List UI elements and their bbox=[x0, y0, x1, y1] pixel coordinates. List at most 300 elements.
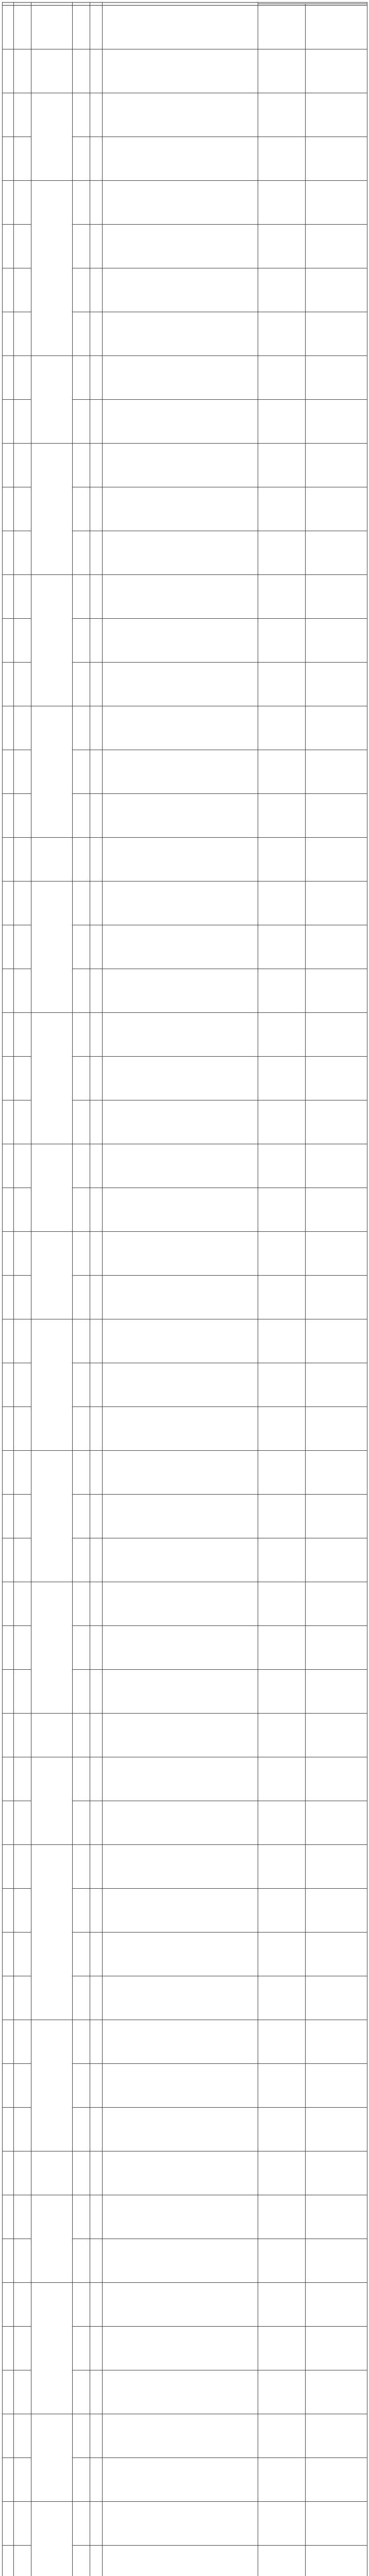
cell-seq bbox=[3, 93, 14, 137]
cell-email bbox=[306, 356, 367, 400]
cell-major bbox=[31, 2502, 73, 2576]
cell-requirements bbox=[103, 137, 258, 181]
cell-email bbox=[306, 1495, 367, 1538]
cell-major-category bbox=[14, 706, 31, 750]
cell-phone bbox=[258, 1582, 306, 1626]
cell-count bbox=[90, 1013, 103, 1057]
cell-seq bbox=[3, 969, 14, 1013]
cell-seq bbox=[3, 181, 14, 225]
cell-count bbox=[90, 225, 103, 268]
cell-count bbox=[90, 2195, 103, 2239]
cell-degree bbox=[73, 2108, 90, 2151]
cell-count bbox=[90, 1714, 103, 1757]
cell-major-category bbox=[14, 531, 31, 575]
cell-degree bbox=[73, 444, 90, 487]
cell-major-category bbox=[14, 1451, 31, 1495]
cell-major-category bbox=[14, 2020, 31, 2064]
table-row bbox=[3, 1232, 367, 1276]
cell-email bbox=[306, 925, 367, 969]
cell-phone bbox=[258, 1013, 306, 1057]
cell-major-category bbox=[14, 1801, 31, 1845]
cell-seq bbox=[3, 575, 14, 619]
cell-phone bbox=[258, 1363, 306, 1407]
cell-major-category bbox=[14, 2502, 31, 2546]
cell-major-category bbox=[14, 619, 31, 663]
cell-seq bbox=[3, 2239, 14, 2283]
cell-count bbox=[90, 2370, 103, 2414]
cell-requirements bbox=[103, 2020, 258, 2064]
cell-phone bbox=[258, 400, 306, 444]
cell-requirements bbox=[103, 925, 258, 969]
cell-phone bbox=[258, 882, 306, 925]
cell-degree bbox=[73, 1845, 90, 1889]
cell-phone bbox=[258, 706, 306, 750]
cell-major bbox=[31, 1451, 73, 1582]
cell-email bbox=[306, 2458, 367, 2502]
cell-seq bbox=[3, 706, 14, 750]
cell-major bbox=[31, 1013, 73, 1144]
cell-major bbox=[31, 2283, 73, 2414]
cell-seq bbox=[3, 1889, 14, 1933]
cell-degree bbox=[73, 794, 90, 838]
cell-major-category bbox=[14, 2370, 31, 2414]
cell-seq bbox=[3, 794, 14, 838]
cell-major bbox=[31, 444, 73, 575]
cell-major-category bbox=[14, 2458, 31, 2502]
cell-phone bbox=[258, 1670, 306, 1714]
cell-count bbox=[90, 2283, 103, 2327]
cell-count bbox=[90, 1319, 103, 1363]
cell-count bbox=[90, 1845, 103, 1889]
cell-requirements bbox=[103, 1319, 258, 1363]
cell-count bbox=[90, 2108, 103, 2151]
cell-count bbox=[90, 794, 103, 838]
cell-seq bbox=[3, 2546, 14, 2576]
cell-seq bbox=[3, 1670, 14, 1714]
cell-count bbox=[90, 2414, 103, 2458]
cell-count bbox=[90, 487, 103, 531]
cell-email bbox=[306, 882, 367, 925]
cell-major-category bbox=[14, 1582, 31, 1626]
cell-seq bbox=[3, 1057, 14, 1100]
cell-requirements bbox=[103, 531, 258, 575]
cell-email bbox=[306, 2502, 367, 2546]
cell-degree bbox=[73, 225, 90, 268]
cell-requirements bbox=[103, 1933, 258, 1976]
cell-major-category bbox=[14, 794, 31, 838]
cell-degree bbox=[73, 2195, 90, 2239]
cell-count bbox=[90, 1801, 103, 1845]
cell-phone bbox=[258, 575, 306, 619]
cell-seq bbox=[3, 2108, 14, 2151]
table-row bbox=[3, 1013, 367, 1057]
cell-phone bbox=[258, 181, 306, 225]
cell-count bbox=[90, 1407, 103, 1451]
cell-phone bbox=[258, 2414, 306, 2458]
cell-email bbox=[306, 1319, 367, 1363]
cell-phone bbox=[258, 619, 306, 663]
cell-requirements bbox=[103, 400, 258, 444]
cell-degree bbox=[73, 882, 90, 925]
cell-requirements bbox=[103, 6, 258, 49]
table-row bbox=[3, 575, 367, 619]
cell-email bbox=[306, 1451, 367, 1495]
cell-email bbox=[306, 2327, 367, 2370]
cell-major-category bbox=[14, 6, 31, 49]
cell-count bbox=[90, 2239, 103, 2283]
cell-email bbox=[306, 1100, 367, 1144]
cell-email bbox=[306, 1845, 367, 1889]
cell-degree bbox=[73, 1057, 90, 1100]
cell-major-category bbox=[14, 1976, 31, 2020]
cell-seq bbox=[3, 663, 14, 706]
cell-requirements bbox=[103, 2327, 258, 2370]
table-row bbox=[3, 181, 367, 225]
cell-degree bbox=[73, 2064, 90, 2108]
cell-requirements bbox=[103, 1626, 258, 1670]
cell-seq bbox=[3, 750, 14, 794]
cell-email bbox=[306, 2108, 367, 2151]
cell-email bbox=[306, 1670, 367, 1714]
cell-email bbox=[306, 1276, 367, 1319]
cell-requirements bbox=[103, 838, 258, 882]
cell-major-category bbox=[14, 969, 31, 1013]
cell-requirements bbox=[103, 1232, 258, 1276]
cell-requirements bbox=[103, 1144, 258, 1188]
cell-requirements bbox=[103, 1100, 258, 1144]
cell-count bbox=[90, 356, 103, 400]
cell-seq bbox=[3, 1451, 14, 1495]
cell-major-category bbox=[14, 1845, 31, 1889]
cell-degree bbox=[73, 1714, 90, 1757]
cell-email bbox=[306, 1188, 367, 1232]
cell-major bbox=[31, 882, 73, 1013]
cell-degree bbox=[73, 925, 90, 969]
cell-count bbox=[90, 49, 103, 93]
cell-major-category bbox=[14, 925, 31, 969]
cell-major-category bbox=[14, 1276, 31, 1319]
cell-count bbox=[90, 137, 103, 181]
cell-major bbox=[31, 1714, 73, 1757]
cell-major-category bbox=[14, 2414, 31, 2458]
cell-degree bbox=[73, 6, 90, 49]
cell-email bbox=[306, 2239, 367, 2283]
cell-count bbox=[90, 2502, 103, 2546]
cell-email bbox=[306, 137, 367, 181]
cell-email bbox=[306, 1538, 367, 1582]
cell-email bbox=[306, 1801, 367, 1845]
cell-count bbox=[90, 1582, 103, 1626]
cell-count bbox=[90, 400, 103, 444]
cell-seq bbox=[3, 444, 14, 487]
cell-phone bbox=[258, 663, 306, 706]
cell-requirements bbox=[103, 1407, 258, 1451]
cell-requirements bbox=[103, 444, 258, 487]
cell-count bbox=[90, 6, 103, 49]
cell-count bbox=[90, 1626, 103, 1670]
cell-count bbox=[90, 575, 103, 619]
cell-seq bbox=[3, 1626, 14, 1670]
cell-requirements bbox=[103, 2064, 258, 2108]
cell-seq bbox=[3, 531, 14, 575]
cell-requirements bbox=[103, 2502, 258, 2546]
cell-major bbox=[31, 1845, 73, 2020]
cell-major-category bbox=[14, 1670, 31, 1714]
cell-phone bbox=[258, 2458, 306, 2502]
cell-phone bbox=[258, 531, 306, 575]
cell-seq bbox=[3, 1407, 14, 1451]
cell-seq bbox=[3, 2502, 14, 2546]
cell-email bbox=[306, 2020, 367, 2064]
cell-count bbox=[90, 838, 103, 882]
table-body bbox=[3, 6, 367, 2576]
cell-degree bbox=[73, 1933, 90, 1976]
cell-phone bbox=[258, 1538, 306, 1582]
cell-phone bbox=[258, 794, 306, 838]
cell-seq bbox=[3, 2151, 14, 2195]
cell-degree bbox=[73, 312, 90, 356]
cell-requirements bbox=[103, 1451, 258, 1495]
cell-phone bbox=[258, 356, 306, 400]
cell-count bbox=[90, 1363, 103, 1407]
cell-seq bbox=[3, 882, 14, 925]
cell-degree bbox=[73, 2283, 90, 2327]
cell-count bbox=[90, 2151, 103, 2195]
cell-count bbox=[90, 882, 103, 925]
cell-email bbox=[306, 2195, 367, 2239]
cell-degree bbox=[73, 2546, 90, 2576]
cell-major bbox=[31, 49, 73, 93]
cell-requirements bbox=[103, 225, 258, 268]
cell-seq bbox=[3, 2414, 14, 2458]
cell-seq bbox=[3, 1188, 14, 1232]
cell-seq bbox=[3, 137, 14, 181]
cell-email bbox=[306, 181, 367, 225]
cell-degree bbox=[73, 2414, 90, 2458]
cell-phone bbox=[258, 2064, 306, 2108]
cell-email bbox=[306, 1933, 367, 1976]
cell-phone bbox=[258, 838, 306, 882]
cell-phone bbox=[258, 6, 306, 49]
cell-requirements bbox=[103, 1670, 258, 1714]
cell-count bbox=[90, 750, 103, 794]
cell-phone bbox=[258, 1276, 306, 1319]
cell-email bbox=[306, 1582, 367, 1626]
cell-phone bbox=[258, 225, 306, 268]
cell-degree bbox=[73, 2239, 90, 2283]
cell-seq bbox=[3, 1232, 14, 1276]
table-row bbox=[3, 356, 367, 400]
cell-phone bbox=[258, 444, 306, 487]
cell-degree bbox=[73, 2327, 90, 2370]
cell-count bbox=[90, 2327, 103, 2370]
cell-major-category bbox=[14, 312, 31, 356]
cell-seq bbox=[3, 1363, 14, 1407]
cell-requirements bbox=[103, 619, 258, 663]
cell-degree bbox=[73, 2458, 90, 2502]
cell-major-category bbox=[14, 1363, 31, 1407]
cell-seq bbox=[3, 838, 14, 882]
cell-degree bbox=[73, 1100, 90, 1144]
cell-count bbox=[90, 1976, 103, 2020]
cell-major-category bbox=[14, 2239, 31, 2283]
cell-seq bbox=[3, 356, 14, 400]
cell-requirements bbox=[103, 2108, 258, 2151]
cell-major-category bbox=[14, 1933, 31, 1976]
cell-requirements bbox=[103, 2370, 258, 2414]
table-row bbox=[3, 2414, 367, 2458]
cell-count bbox=[90, 2064, 103, 2108]
cell-seq bbox=[3, 2195, 14, 2239]
cell-email bbox=[306, 2414, 367, 2458]
cell-count bbox=[90, 1276, 103, 1319]
cell-seq bbox=[3, 1757, 14, 1801]
cell-requirements bbox=[103, 1188, 258, 1232]
cell-major-category bbox=[14, 2108, 31, 2151]
cell-email bbox=[306, 400, 367, 444]
cell-phone bbox=[258, 2327, 306, 2370]
table-row bbox=[3, 1144, 367, 1188]
cell-requirements bbox=[103, 1889, 258, 1933]
cell-email bbox=[306, 1363, 367, 1407]
cell-major-category bbox=[14, 137, 31, 181]
cell-email bbox=[306, 1013, 367, 1057]
cell-requirements bbox=[103, 1495, 258, 1538]
cell-email bbox=[306, 49, 367, 93]
cell-degree bbox=[73, 663, 90, 706]
cell-seq bbox=[3, 2283, 14, 2327]
cell-phone bbox=[258, 1976, 306, 2020]
cell-degree bbox=[73, 49, 90, 93]
cell-major bbox=[31, 706, 73, 838]
cell-phone bbox=[258, 2370, 306, 2414]
cell-major-category bbox=[14, 2283, 31, 2327]
cell-requirements bbox=[103, 1057, 258, 1100]
cell-seq bbox=[3, 487, 14, 531]
cell-email bbox=[306, 2283, 367, 2327]
cell-phone bbox=[258, 1144, 306, 1188]
cell-email bbox=[306, 444, 367, 487]
cell-major-category bbox=[14, 1538, 31, 1582]
table-row bbox=[3, 49, 367, 93]
cell-count bbox=[90, 663, 103, 706]
cell-phone bbox=[258, 969, 306, 1013]
cell-count bbox=[90, 1889, 103, 1933]
cell-major-category bbox=[14, 663, 31, 706]
recruitment-table bbox=[2, 2, 367, 2576]
table-row bbox=[3, 1582, 367, 1626]
cell-phone bbox=[258, 2108, 306, 2151]
cell-email bbox=[306, 794, 367, 838]
cell-seq bbox=[3, 619, 14, 663]
cell-count bbox=[90, 706, 103, 750]
cell-email bbox=[306, 969, 367, 1013]
cell-major-category bbox=[14, 1495, 31, 1538]
cell-requirements bbox=[103, 2195, 258, 2239]
table-row bbox=[3, 1845, 367, 1889]
cell-requirements bbox=[103, 181, 258, 225]
cell-degree bbox=[73, 1276, 90, 1319]
cell-major bbox=[31, 6, 73, 49]
cell-major bbox=[31, 181, 73, 356]
cell-count bbox=[90, 1495, 103, 1538]
cell-phone bbox=[258, 1757, 306, 1801]
cell-major bbox=[31, 2151, 73, 2195]
table-row bbox=[3, 1319, 367, 1363]
cell-count bbox=[90, 1757, 103, 1801]
cell-major-category bbox=[14, 2546, 31, 2576]
cell-count bbox=[90, 1933, 103, 1976]
cell-requirements bbox=[103, 268, 258, 312]
cell-email bbox=[306, 487, 367, 531]
cell-phone bbox=[258, 2239, 306, 2283]
cell-count bbox=[90, 1188, 103, 1232]
cell-count bbox=[90, 2546, 103, 2576]
cell-phone bbox=[258, 2020, 306, 2064]
cell-email bbox=[306, 1626, 367, 1670]
cell-seq bbox=[3, 1582, 14, 1626]
cell-major bbox=[31, 2195, 73, 2283]
cell-major-category bbox=[14, 838, 31, 882]
cell-email bbox=[306, 1976, 367, 2020]
cell-phone bbox=[258, 750, 306, 794]
cell-degree bbox=[73, 1319, 90, 1363]
cell-phone bbox=[258, 1057, 306, 1100]
cell-count bbox=[90, 312, 103, 356]
cell-requirements bbox=[103, 794, 258, 838]
cell-phone bbox=[258, 2151, 306, 2195]
cell-major bbox=[31, 2020, 73, 2151]
table-row bbox=[3, 444, 367, 487]
cell-requirements bbox=[103, 2151, 258, 2195]
cell-degree bbox=[73, 2502, 90, 2546]
cell-phone bbox=[258, 1232, 306, 1276]
cell-requirements bbox=[103, 1757, 258, 1801]
cell-degree bbox=[73, 1407, 90, 1451]
cell-seq bbox=[3, 1319, 14, 1363]
cell-major bbox=[31, 575, 73, 706]
cell-major-category bbox=[14, 1626, 31, 1670]
cell-requirements bbox=[103, 2546, 258, 2576]
cell-email bbox=[306, 2151, 367, 2195]
cell-degree bbox=[73, 531, 90, 575]
cell-seq bbox=[3, 2370, 14, 2414]
cell-email bbox=[306, 531, 367, 575]
cell-degree bbox=[73, 1363, 90, 1407]
cell-requirements bbox=[103, 1276, 258, 1319]
cell-requirements bbox=[103, 969, 258, 1013]
cell-requirements bbox=[103, 1976, 258, 2020]
cell-degree bbox=[73, 1495, 90, 1538]
cell-degree bbox=[73, 619, 90, 663]
cell-major-category bbox=[14, 1188, 31, 1232]
cell-major-category bbox=[14, 1757, 31, 1801]
cell-degree bbox=[73, 2370, 90, 2414]
cell-count bbox=[90, 93, 103, 137]
cell-major-category bbox=[14, 1013, 31, 1057]
cell-phone bbox=[258, 1845, 306, 1889]
cell-requirements bbox=[103, 93, 258, 137]
cell-count bbox=[90, 2458, 103, 2502]
cell-major-category bbox=[14, 2327, 31, 2370]
cell-major bbox=[31, 1582, 73, 1714]
cell-major bbox=[31, 838, 73, 882]
cell-requirements bbox=[103, 1801, 258, 1845]
cell-requirements bbox=[103, 487, 258, 531]
cell-phone bbox=[258, 1451, 306, 1495]
cell-major-category bbox=[14, 444, 31, 487]
cell-count bbox=[90, 925, 103, 969]
